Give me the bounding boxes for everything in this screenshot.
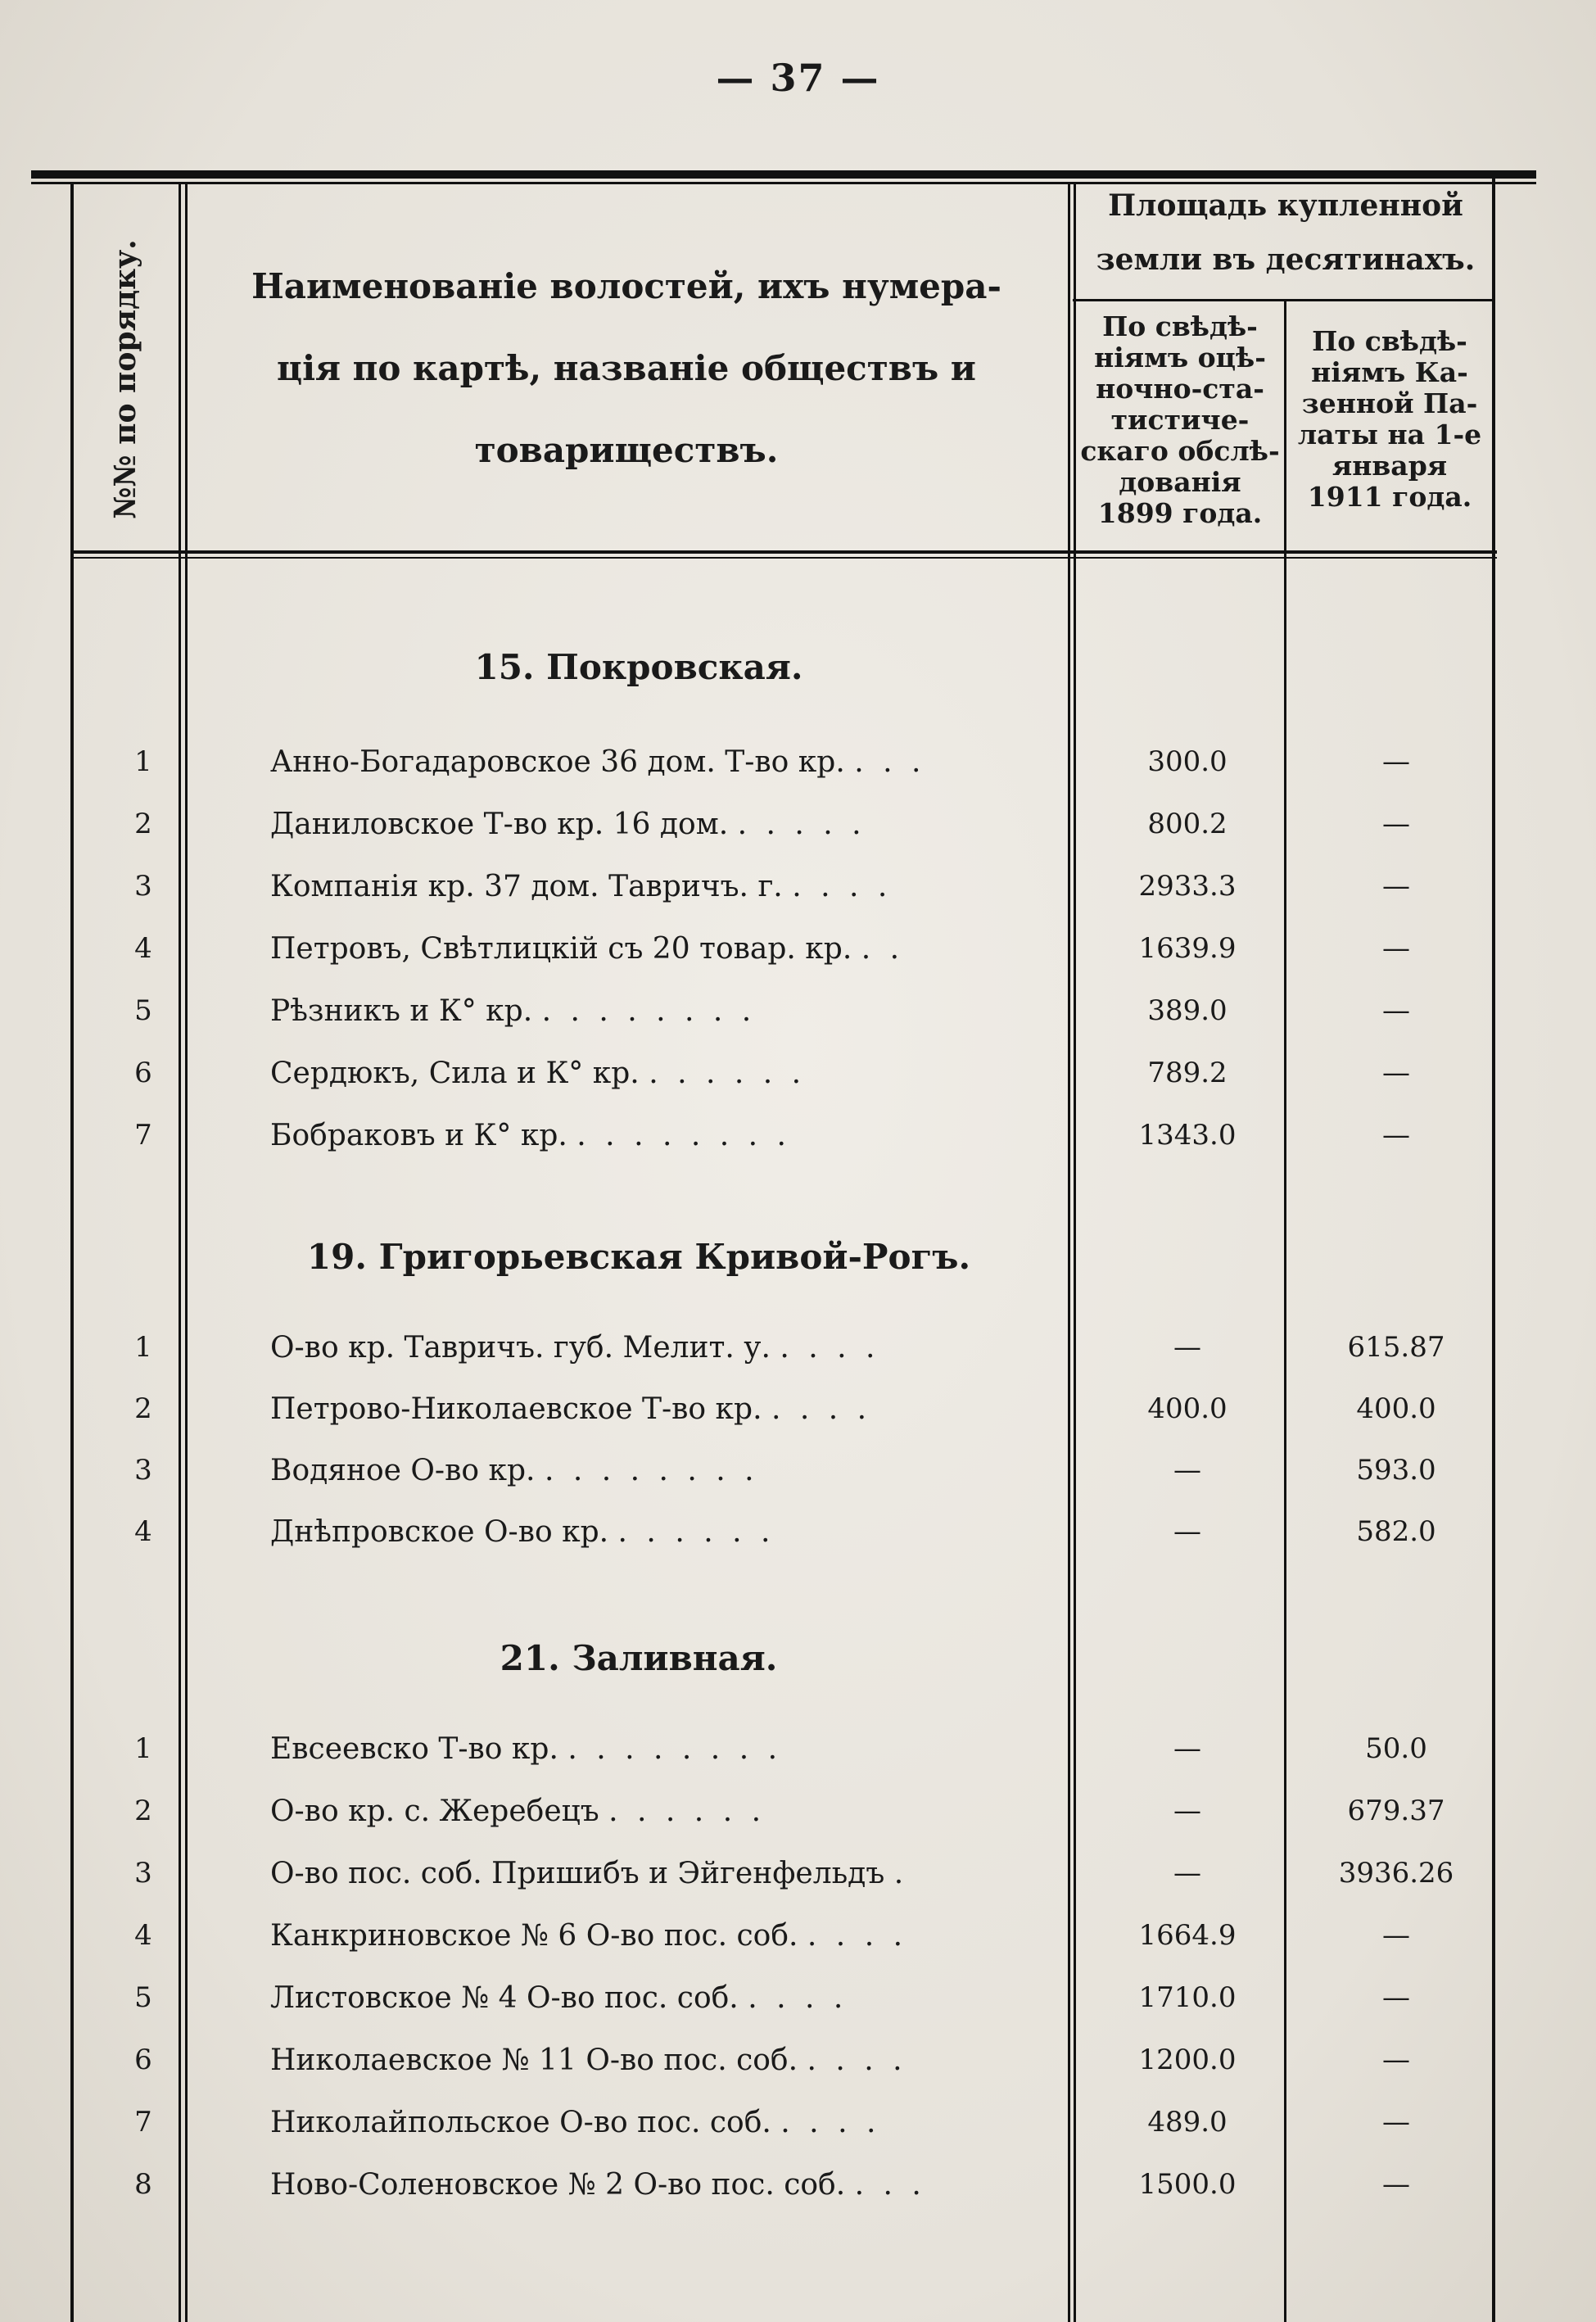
row-name xyxy=(270,2168,1056,2202)
row-leader-dots: . . . . xyxy=(780,1331,880,1365)
row-name xyxy=(270,1732,1056,1766)
row-leader-dots: . . . . xyxy=(807,2044,907,2077)
header-bottom-rule-2 xyxy=(72,557,1497,559)
row-name-text: Листовское № 4 О-во пос. соб. xyxy=(270,1981,739,2015)
table-row xyxy=(0,808,1596,857)
row-value-1899: 1500.0 xyxy=(1138,2168,1237,2201)
row-value-1899: — xyxy=(1173,1732,1201,1765)
table-row xyxy=(0,1515,1596,1564)
header-col-1911 xyxy=(1287,326,1492,513)
row-name xyxy=(270,1331,1056,1365)
row-name-text: Бобраковъ и К° кр. xyxy=(270,1119,567,1152)
row-value-1899: — xyxy=(1173,1331,1201,1364)
row-number: 4 xyxy=(134,1919,152,1952)
header-col1-line: тистиче- xyxy=(1110,404,1250,436)
row-value-1899: — xyxy=(1173,1454,1201,1487)
section-title: 15. Покровская. xyxy=(474,647,803,687)
row-leader-dots: . . . . . . xyxy=(649,1057,807,1090)
row-leader-dots: . . . . . . . . xyxy=(541,994,757,1028)
row-name-text: Анно-Богадаровское 36 дом. Т-во кр. xyxy=(270,745,845,779)
row-name-text: О-во кр. с. Жеребецъ xyxy=(270,1795,599,1828)
row-leader-dots: . . . . . . . . xyxy=(567,1732,783,1766)
row-leader-dots: . . . . xyxy=(780,2106,881,2139)
header-area-line: земли въ десятинахъ. xyxy=(1096,242,1476,277)
area-sub-rule xyxy=(1073,299,1492,301)
row-value-1911: — xyxy=(1382,1057,1410,1089)
table-row xyxy=(0,2106,1596,2155)
row-name xyxy=(270,1119,1056,1152)
table-row xyxy=(0,1919,1596,1968)
table-row xyxy=(0,1392,1596,1442)
row-name-text: Петровъ, Свѣтлицкій съ 20 товар. кр. xyxy=(270,932,852,966)
table-row xyxy=(0,1331,1596,1380)
row-number: 1 xyxy=(134,1732,152,1765)
header-col1-line: ночно-ста- xyxy=(1096,373,1264,405)
row-value-1911: — xyxy=(1382,1981,1410,2014)
row-number: 4 xyxy=(134,1515,152,1548)
row-number: 6 xyxy=(134,2044,152,2076)
header-area-line: Площадь купленной xyxy=(1108,188,1463,223)
row-leader-dots: . . . xyxy=(854,2168,926,2202)
row-value-1911: — xyxy=(1382,808,1410,840)
row-value-1911: — xyxy=(1382,1119,1410,1152)
row-value-1899: — xyxy=(1173,1515,1201,1548)
row-name-text: Рѣзникъ и К° кр. xyxy=(270,994,533,1028)
row-value-1911: — xyxy=(1382,932,1410,965)
row-value-1899: 1664.9 xyxy=(1138,1919,1237,1952)
header-area-column xyxy=(1081,179,1490,287)
row-name xyxy=(270,932,1056,966)
row-number: 3 xyxy=(134,1857,152,1890)
row-name xyxy=(270,745,1056,779)
table-row xyxy=(0,870,1596,919)
header-col2-line: По свѣдѣ- xyxy=(1312,325,1467,357)
row-value-1899: 1343.0 xyxy=(1138,1119,1237,1152)
row-value-1911: — xyxy=(1382,2106,1410,2139)
row-name xyxy=(270,1857,1056,1890)
row-leader-dots: . . . . xyxy=(807,1919,908,1953)
row-name-text: Николаевское № 11 О-во пос. соб. xyxy=(270,2044,798,2077)
row-name-text: Даниловское Т-во кр. 16 дом. xyxy=(270,808,729,841)
row-name xyxy=(270,870,1056,903)
row-value-1899: 1200.0 xyxy=(1138,2044,1237,2076)
row-value-1911: — xyxy=(1382,994,1410,1027)
row-number: 7 xyxy=(134,2106,152,2139)
row-name xyxy=(270,2044,1056,2077)
row-name-text: Евсеевско Т-во кр. xyxy=(270,1732,558,1766)
header-col1-line: дованія xyxy=(1119,466,1241,498)
row-name xyxy=(270,994,1056,1028)
header-col2-line: латы на 1-е xyxy=(1297,419,1482,450)
header-col2-line: ніямъ Ка- xyxy=(1311,356,1468,388)
row-name-text: Сердюкъ, Сила и К° кр. xyxy=(270,1057,640,1090)
row-value-1911: 3936.26 xyxy=(1338,1857,1454,1890)
table-row xyxy=(0,1981,1596,2030)
row-number: 7 xyxy=(134,1119,152,1152)
row-number: 3 xyxy=(134,870,152,903)
row-value-1899: 400.0 xyxy=(1147,1392,1228,1425)
row-value-1899: 489.0 xyxy=(1147,2106,1228,2139)
table-row xyxy=(0,745,1596,794)
table-row xyxy=(0,932,1596,981)
row-value-1911: 615.87 xyxy=(1347,1331,1445,1364)
row-name-text: Ново-Соленовское № 2 О-во пос. соб. xyxy=(270,2168,846,2202)
row-leader-dots: . . . . . xyxy=(737,808,866,841)
row-name-text: Петрово-Николаевское Т-во кр. xyxy=(270,1392,762,1426)
row-name xyxy=(270,1981,1056,2015)
table-row xyxy=(0,994,1596,1043)
row-name xyxy=(270,1392,1056,1426)
row-value-1899: 1639.9 xyxy=(1138,932,1237,965)
row-value-1911: 50.0 xyxy=(1365,1732,1427,1765)
row-value-1911: — xyxy=(1382,2044,1410,2076)
row-number: 2 xyxy=(134,1795,152,1827)
row-number: 1 xyxy=(134,745,152,778)
row-number: 4 xyxy=(134,932,152,965)
row-number: 5 xyxy=(134,1981,152,2014)
row-name-text: Канкриновское № 6 О-во пос. соб. xyxy=(270,1919,798,1953)
row-name-text: О-во кр. Тавричъ. губ. Мелит. у. xyxy=(270,1331,771,1365)
row-name xyxy=(270,1919,1056,1953)
table-row xyxy=(0,1795,1596,1844)
header-name-line: Наименованіе волостей, ихъ нумера- xyxy=(251,266,1001,306)
row-value-1899: 2933.3 xyxy=(1138,870,1237,903)
header-col1-line: По свѣдѣ- xyxy=(1102,310,1258,342)
row-name xyxy=(270,2106,1056,2139)
row-leader-dots: . . xyxy=(861,932,905,966)
section-title: 21. Заливная. xyxy=(500,1638,778,1678)
table-row xyxy=(0,1119,1596,1168)
row-name-text: Николайпольское О-во пос. соб. xyxy=(270,2106,771,2139)
page-number: — 37 — xyxy=(716,56,880,100)
row-value-1899: — xyxy=(1173,1795,1201,1827)
row-number: 1 xyxy=(134,1331,152,1364)
header-bottom-rule xyxy=(72,550,1497,554)
row-value-1899: 389.0 xyxy=(1147,994,1228,1027)
table-row xyxy=(0,2044,1596,2093)
row-value-1899: 300.0 xyxy=(1147,745,1228,778)
row-name xyxy=(270,1515,1056,1549)
row-value-1899: 1710.0 xyxy=(1138,1981,1237,2014)
row-number: 2 xyxy=(134,1392,152,1425)
row-name xyxy=(270,1795,1056,1828)
row-name-text: Днѣпровское О-во кр. xyxy=(270,1515,609,1549)
table-row xyxy=(0,1857,1596,1906)
header-col1-line: скаго обслѣ- xyxy=(1080,435,1280,467)
header-number-column xyxy=(72,203,179,555)
row-name-text: Водяное О-во кр. xyxy=(270,1454,536,1487)
table-row xyxy=(0,1057,1596,1106)
row-leader-dots: . . . . xyxy=(748,1981,848,2015)
row-name-text: О-во пос. соб. Пришибъ и Эйгенфельдъ xyxy=(270,1857,885,1890)
header-number-label: №№ по порядку. xyxy=(108,239,142,519)
row-leader-dots: . . . . xyxy=(771,1392,872,1426)
row-leader-dots: . . . . . . . . xyxy=(544,1454,759,1487)
row-value-1911: 400.0 xyxy=(1356,1392,1436,1425)
header-name-line: ція по картѣ, названіе обществъ и xyxy=(277,348,976,388)
row-leader-dots: . . . . . . xyxy=(608,1795,766,1828)
header-col-1899 xyxy=(1076,311,1284,529)
row-leader-dots: . xyxy=(893,1857,909,1890)
row-leader-dots: . . . . . . . . xyxy=(576,1119,791,1152)
header-col2-line: 1911 года. xyxy=(1307,481,1472,513)
row-value-1911: 582.0 xyxy=(1356,1515,1436,1548)
row-number: 5 xyxy=(134,994,152,1027)
row-leader-dots: . . . . . . xyxy=(617,1515,775,1549)
row-leader-dots: . . . . xyxy=(792,870,893,903)
row-value-1911: — xyxy=(1382,2168,1410,2201)
row-name xyxy=(270,1057,1056,1090)
row-value-1911: 593.0 xyxy=(1356,1454,1436,1487)
row-value-1899: 789.2 xyxy=(1147,1057,1228,1089)
header-col1-line: ніямъ оцѣ- xyxy=(1094,342,1266,373)
top-rule-thick xyxy=(31,170,1536,179)
table-row xyxy=(0,2168,1596,2217)
header-name-line: товариществъ. xyxy=(474,430,779,470)
row-name xyxy=(270,808,1056,841)
row-number: 8 xyxy=(134,2168,152,2201)
table-row xyxy=(0,1454,1596,1503)
row-value-1911: 679.37 xyxy=(1347,1795,1445,1827)
row-leader-dots: . . . xyxy=(854,745,926,779)
row-name-text: Компанія кр. 37 дом. Тавричъ. г. xyxy=(270,870,783,903)
header-col2-line: зенной Па- xyxy=(1301,387,1478,419)
row-number: 2 xyxy=(134,808,152,840)
row-number: 6 xyxy=(134,1057,152,1089)
row-value-1911: — xyxy=(1382,1919,1410,1952)
row-value-1899: — xyxy=(1173,1857,1201,1890)
header-col2-line: января xyxy=(1332,450,1448,482)
row-number: 3 xyxy=(134,1454,152,1487)
row-value-1899: 800.2 xyxy=(1147,808,1228,840)
table-row xyxy=(0,1732,1596,1781)
row-value-1911: — xyxy=(1382,870,1410,903)
row-name xyxy=(270,1454,1056,1487)
section-title: 19. Григорьевская Кривой-Рогъ. xyxy=(306,1237,971,1277)
row-value-1911: — xyxy=(1382,745,1410,778)
header-col1-line: 1899 года. xyxy=(1097,497,1263,529)
header-name-column xyxy=(197,246,1056,491)
